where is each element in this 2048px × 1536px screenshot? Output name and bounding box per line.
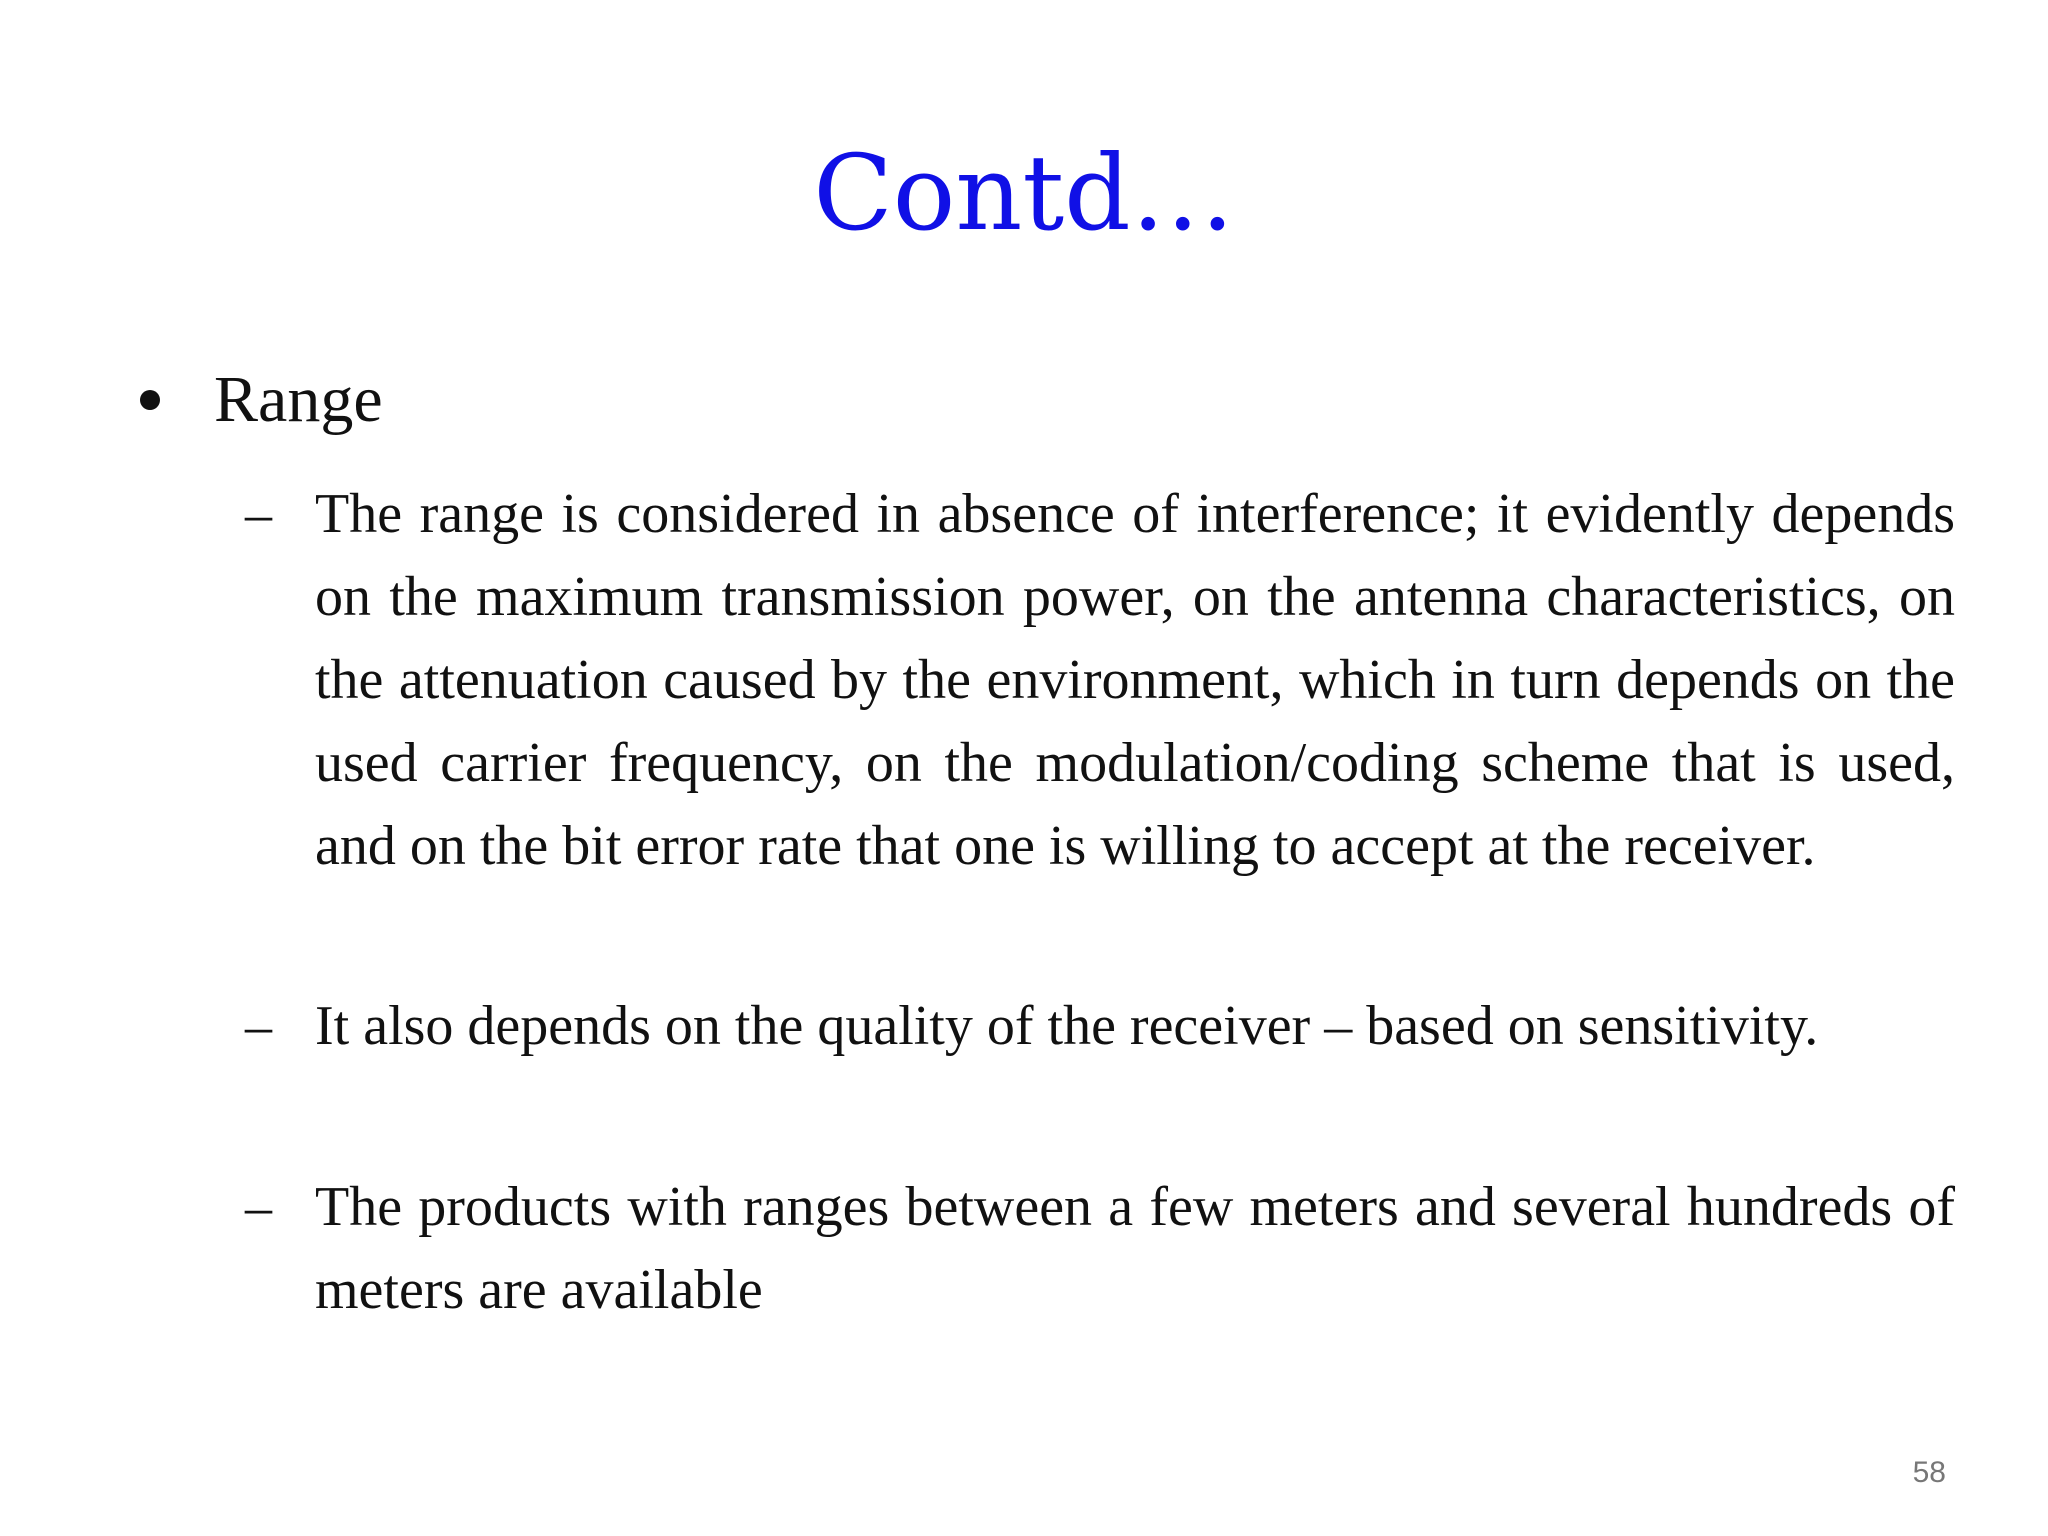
page-number: 58 xyxy=(1912,1456,1946,1489)
bullet-dot-icon xyxy=(140,390,160,410)
sub-item-text: The range is considered in absence of interference; it evidently depends on the maximum transmission power, on the antenna characteristics, on the attenuation caused by the environment, which in turn depends on the used carrier frequency, on the modulation/coding scheme that is used, and on the bit error rate that one is willing to accept at the receiver. xyxy=(315,483,1955,877)
sub-item-text: The products with ranges between a few meters and several hundreds of meters are available xyxy=(315,1176,1955,1321)
sub-item-text: It also depends on the quality of the receiver – based on sensitivity. xyxy=(315,995,1819,1057)
sub-item-products xyxy=(245,1166,1955,1332)
sub-item-receiver-quality xyxy=(245,985,1955,1068)
bullet-label: Range xyxy=(214,363,383,436)
sub-item-range-definition xyxy=(245,473,1955,888)
slide-title: Contd… xyxy=(813,132,1235,254)
dash-icon: – xyxy=(245,1177,272,1237)
bullet-item-range xyxy=(140,358,383,442)
dash-icon: – xyxy=(245,996,272,1056)
dash-icon: – xyxy=(245,484,272,544)
